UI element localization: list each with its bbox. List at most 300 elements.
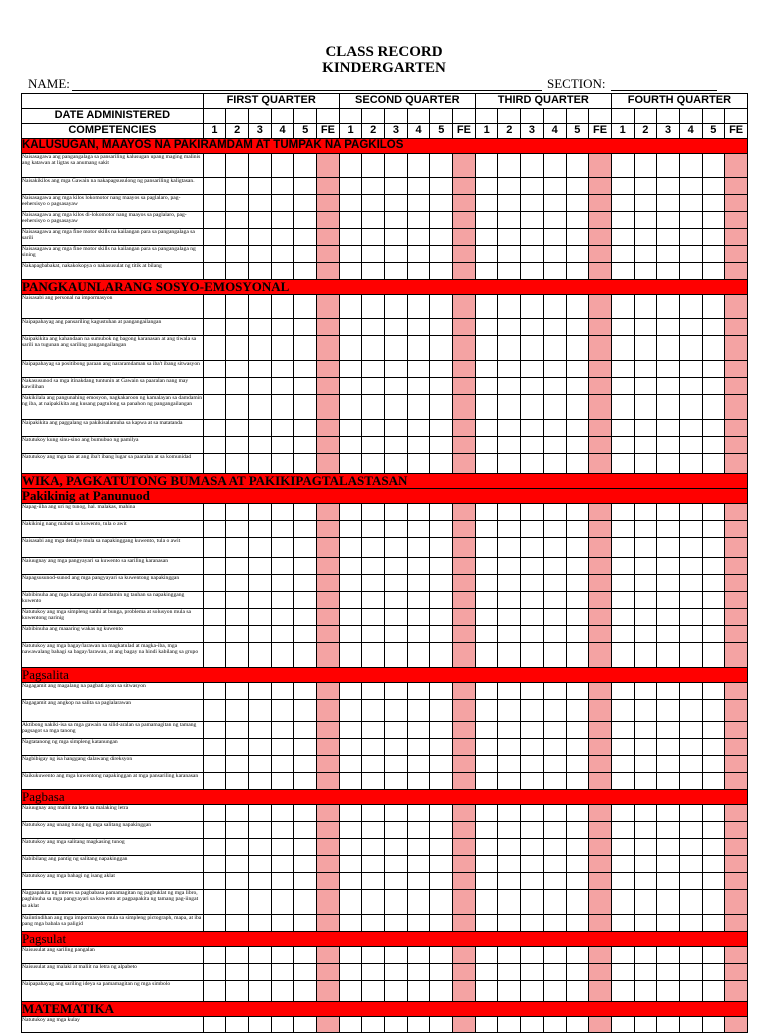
date-cell-q4-1[interactable] — [611, 109, 634, 124]
score-cell-q3-4[interactable] — [543, 295, 566, 319]
score-cell-q2-1[interactable] — [339, 558, 362, 575]
score-cell-q3-3[interactable] — [521, 856, 544, 873]
date-cell-q3-fe[interactable] — [589, 109, 612, 124]
score-cell-q3-5[interactable] — [566, 683, 589, 700]
score-cell-q4-4[interactable] — [679, 212, 702, 229]
score-cell-q3-1[interactable] — [475, 229, 498, 246]
score-cell-q1-fe[interactable] — [317, 683, 340, 700]
score-cell-q1-4[interactable] — [271, 915, 294, 932]
score-cell-q4-fe[interactable] — [725, 947, 748, 964]
score-cell-q3-3[interactable] — [521, 229, 544, 246]
score-cell-q2-3[interactable] — [385, 947, 408, 964]
score-cell-q3-5[interactable] — [566, 964, 589, 981]
score-cell-q1-3[interactable] — [249, 295, 272, 319]
score-cell-q2-5[interactable] — [430, 195, 453, 212]
score-cell-q2-3[interactable] — [385, 558, 408, 575]
score-cell-q2-4[interactable] — [407, 856, 430, 873]
score-cell-q2-5[interactable] — [430, 722, 453, 739]
score-cell-q4-1[interactable] — [611, 805, 634, 822]
score-cell-q1-3[interactable] — [249, 1017, 272, 1033]
score-cell-q4-4[interactable] — [679, 420, 702, 437]
score-cell-q3-3[interactable] — [521, 626, 544, 643]
score-cell-q2-1[interactable] — [339, 805, 362, 822]
score-cell-q3-5[interactable] — [566, 454, 589, 474]
score-cell-q2-1[interactable] — [339, 739, 362, 756]
date-cell-q1-3[interactable] — [249, 109, 272, 124]
score-cell-q3-2[interactable] — [498, 981, 521, 1002]
score-cell-q3-3[interactable] — [521, 643, 544, 668]
score-cell-q4-1[interactable] — [611, 195, 634, 212]
score-cell-q4-fe[interactable] — [725, 504, 748, 521]
score-cell-q3-1[interactable] — [475, 378, 498, 395]
score-cell-q3-3[interactable] — [521, 839, 544, 856]
score-cell-q4-1[interactable] — [611, 873, 634, 890]
score-cell-q3-4[interactable] — [543, 195, 566, 212]
score-cell-q1-5[interactable] — [294, 739, 317, 756]
score-cell-q3-2[interactable] — [498, 756, 521, 773]
score-cell-q1-3[interactable] — [249, 722, 272, 739]
score-cell-q2-4[interactable] — [407, 700, 430, 722]
score-cell-q4-fe[interactable] — [725, 839, 748, 856]
score-cell-q1-1[interactable] — [203, 575, 226, 592]
score-cell-q1-5[interactable] — [294, 964, 317, 981]
score-cell-q1-2[interactable] — [226, 575, 249, 592]
score-cell-q3-2[interactable] — [498, 246, 521, 263]
score-cell-q4-3[interactable] — [657, 420, 680, 437]
score-cell-q1-1[interactable] — [203, 700, 226, 722]
score-cell-q2-3[interactable] — [385, 964, 408, 981]
score-cell-q2-2[interactable] — [362, 538, 385, 558]
score-cell-q3-fe[interactable] — [589, 246, 612, 263]
score-cell-q2-2[interactable] — [362, 947, 385, 964]
score-cell-q4-2[interactable] — [634, 229, 657, 246]
score-cell-q4-3[interactable] — [657, 454, 680, 474]
score-cell-q3-2[interactable] — [498, 420, 521, 437]
score-cell-q3-5[interactable] — [566, 395, 589, 420]
score-cell-q3-fe[interactable] — [589, 378, 612, 395]
score-cell-q2-fe[interactable] — [453, 822, 476, 839]
score-cell-q1-1[interactable] — [203, 873, 226, 890]
score-cell-q1-4[interactable] — [271, 246, 294, 263]
score-cell-q3-1[interactable] — [475, 890, 498, 915]
score-cell-q4-1[interactable] — [611, 981, 634, 1002]
score-cell-q1-3[interactable] — [249, 154, 272, 178]
score-cell-q1-4[interactable] — [271, 890, 294, 915]
score-cell-q3-fe[interactable] — [589, 856, 612, 873]
score-cell-q3-3[interactable] — [521, 212, 544, 229]
score-cell-q2-fe[interactable] — [453, 246, 476, 263]
score-cell-q4-5[interactable] — [702, 195, 725, 212]
score-cell-q4-5[interactable] — [702, 722, 725, 739]
score-cell-q1-fe[interactable] — [317, 378, 340, 395]
score-cell-q1-4[interactable] — [271, 839, 294, 856]
score-cell-q3-fe[interactable] — [589, 420, 612, 437]
score-cell-q3-1[interactable] — [475, 700, 498, 722]
score-cell-q1-1[interactable] — [203, 822, 226, 839]
score-cell-q2-4[interactable] — [407, 437, 430, 454]
score-cell-q2-1[interactable] — [339, 504, 362, 521]
score-cell-q4-2[interactable] — [634, 361, 657, 378]
score-cell-q2-2[interactable] — [362, 873, 385, 890]
score-cell-q1-4[interactable] — [271, 756, 294, 773]
score-cell-q1-5[interactable] — [294, 154, 317, 178]
score-cell-q4-4[interactable] — [679, 756, 702, 773]
score-cell-q3-3[interactable] — [521, 295, 544, 319]
score-cell-q2-5[interactable] — [430, 558, 453, 575]
score-cell-q2-1[interactable] — [339, 154, 362, 178]
score-cell-q4-1[interactable] — [611, 454, 634, 474]
score-cell-q3-4[interactable] — [543, 773, 566, 790]
score-cell-q3-5[interactable] — [566, 361, 589, 378]
score-cell-q1-1[interactable] — [203, 626, 226, 643]
score-cell-q1-5[interactable] — [294, 437, 317, 454]
score-cell-q1-4[interactable] — [271, 873, 294, 890]
score-cell-q1-1[interactable] — [203, 947, 226, 964]
score-cell-q4-fe[interactable] — [725, 319, 748, 336]
score-cell-q3-fe[interactable] — [589, 839, 612, 856]
score-cell-q2-4[interactable] — [407, 915, 430, 932]
score-cell-q2-1[interactable] — [339, 773, 362, 790]
score-cell-q2-1[interactable] — [339, 592, 362, 609]
score-cell-q3-fe[interactable] — [589, 643, 612, 668]
score-cell-q3-4[interactable] — [543, 538, 566, 558]
score-cell-q1-3[interactable] — [249, 981, 272, 1002]
score-cell-q2-2[interactable] — [362, 263, 385, 280]
score-cell-q3-fe[interactable] — [589, 212, 612, 229]
score-cell-q4-4[interactable] — [679, 626, 702, 643]
score-cell-q3-4[interactable] — [543, 756, 566, 773]
score-cell-q4-2[interactable] — [634, 773, 657, 790]
score-cell-q3-2[interactable] — [498, 592, 521, 609]
score-cell-q1-1[interactable] — [203, 558, 226, 575]
score-cell-q2-fe[interactable] — [453, 229, 476, 246]
score-cell-q1-2[interactable] — [226, 154, 249, 178]
score-cell-q2-1[interactable] — [339, 947, 362, 964]
score-cell-q3-2[interactable] — [498, 558, 521, 575]
score-cell-q3-5[interactable] — [566, 890, 589, 915]
score-cell-q4-5[interactable] — [702, 395, 725, 420]
score-cell-q1-3[interactable] — [249, 454, 272, 474]
score-cell-q4-2[interactable] — [634, 437, 657, 454]
score-cell-q1-5[interactable] — [294, 336, 317, 361]
score-cell-q3-1[interactable] — [475, 822, 498, 839]
score-cell-q2-2[interactable] — [362, 626, 385, 643]
score-cell-q3-1[interactable] — [475, 773, 498, 790]
score-cell-q2-5[interactable] — [430, 575, 453, 592]
score-cell-q2-1[interactable] — [339, 839, 362, 856]
score-cell-q4-4[interactable] — [679, 336, 702, 361]
score-cell-q2-4[interactable] — [407, 295, 430, 319]
score-cell-q3-4[interactable] — [543, 981, 566, 1002]
score-cell-q1-3[interactable] — [249, 246, 272, 263]
score-cell-q2-5[interactable] — [430, 378, 453, 395]
score-cell-q4-2[interactable] — [634, 873, 657, 890]
score-cell-q1-4[interactable] — [271, 722, 294, 739]
score-cell-q2-2[interactable] — [362, 609, 385, 626]
score-cell-q4-1[interactable] — [611, 378, 634, 395]
score-cell-q3-fe[interactable] — [589, 295, 612, 319]
score-cell-q3-3[interactable] — [521, 822, 544, 839]
score-cell-q1-1[interactable] — [203, 915, 226, 932]
score-cell-q4-fe[interactable] — [725, 263, 748, 280]
score-cell-q3-2[interactable] — [498, 504, 521, 521]
score-cell-q3-2[interactable] — [498, 722, 521, 739]
score-cell-q2-3[interactable] — [385, 805, 408, 822]
score-cell-q4-3[interactable] — [657, 739, 680, 756]
score-cell-q4-5[interactable] — [702, 575, 725, 592]
score-cell-q2-5[interactable] — [430, 1017, 453, 1033]
score-cell-q1-1[interactable] — [203, 263, 226, 280]
score-cell-q1-1[interactable] — [203, 890, 226, 915]
score-cell-q3-2[interactable] — [498, 263, 521, 280]
score-cell-q3-4[interactable] — [543, 805, 566, 822]
score-cell-q2-1[interactable] — [339, 454, 362, 474]
score-cell-q3-1[interactable] — [475, 643, 498, 668]
score-cell-q4-fe[interactable] — [725, 722, 748, 739]
score-cell-q2-2[interactable] — [362, 395, 385, 420]
score-cell-q2-4[interactable] — [407, 378, 430, 395]
score-cell-q3-fe[interactable] — [589, 319, 612, 336]
score-cell-q1-3[interactable] — [249, 822, 272, 839]
score-cell-q2-1[interactable] — [339, 295, 362, 319]
score-cell-q1-1[interactable] — [203, 395, 226, 420]
score-cell-q3-5[interactable] — [566, 592, 589, 609]
score-cell-q1-5[interactable] — [294, 756, 317, 773]
score-cell-q1-fe[interactable] — [317, 822, 340, 839]
score-cell-q2-fe[interactable] — [453, 558, 476, 575]
score-cell-q1-2[interactable] — [226, 454, 249, 474]
score-cell-q2-3[interactable] — [385, 521, 408, 538]
score-cell-q4-2[interactable] — [634, 890, 657, 915]
score-cell-q1-5[interactable] — [294, 981, 317, 1002]
score-cell-q4-3[interactable] — [657, 178, 680, 195]
score-cell-q3-3[interactable] — [521, 378, 544, 395]
score-cell-q2-4[interactable] — [407, 626, 430, 643]
score-cell-q2-3[interactable] — [385, 873, 408, 890]
score-cell-q3-3[interactable] — [521, 195, 544, 212]
score-cell-q3-fe[interactable] — [589, 1017, 612, 1033]
score-cell-q2-4[interactable] — [407, 773, 430, 790]
score-cell-q3-1[interactable] — [475, 246, 498, 263]
score-cell-q3-5[interactable] — [566, 839, 589, 856]
score-cell-q3-2[interactable] — [498, 964, 521, 981]
score-cell-q4-fe[interactable] — [725, 643, 748, 668]
score-cell-q2-2[interactable] — [362, 437, 385, 454]
score-cell-q3-4[interactable] — [543, 947, 566, 964]
score-cell-q4-4[interactable] — [679, 700, 702, 722]
score-cell-q1-4[interactable] — [271, 336, 294, 361]
score-cell-q4-4[interactable] — [679, 839, 702, 856]
score-cell-q3-5[interactable] — [566, 1017, 589, 1033]
score-cell-q4-2[interactable] — [634, 454, 657, 474]
score-cell-q4-5[interactable] — [702, 964, 725, 981]
score-cell-q3-4[interactable] — [543, 915, 566, 932]
score-cell-q2-4[interactable] — [407, 178, 430, 195]
score-cell-q3-3[interactable] — [521, 981, 544, 1002]
score-cell-q2-5[interactable] — [430, 437, 453, 454]
score-cell-q3-4[interactable] — [543, 626, 566, 643]
score-cell-q4-4[interactable] — [679, 319, 702, 336]
score-cell-q3-5[interactable] — [566, 521, 589, 538]
score-cell-q4-3[interactable] — [657, 609, 680, 626]
score-cell-q1-3[interactable] — [249, 805, 272, 822]
score-cell-q4-5[interactable] — [702, 538, 725, 558]
score-cell-q4-3[interactable] — [657, 195, 680, 212]
score-cell-q2-5[interactable] — [430, 822, 453, 839]
score-cell-q1-5[interactable] — [294, 212, 317, 229]
score-cell-q2-2[interactable] — [362, 722, 385, 739]
score-cell-q3-fe[interactable] — [589, 395, 612, 420]
score-cell-q3-4[interactable] — [543, 822, 566, 839]
score-cell-q4-5[interactable] — [702, 420, 725, 437]
score-cell-q1-5[interactable] — [294, 947, 317, 964]
score-cell-q4-1[interactable] — [611, 154, 634, 178]
score-cell-q2-3[interactable] — [385, 246, 408, 263]
score-cell-q3-2[interactable] — [498, 521, 521, 538]
name-field[interactable] — [72, 90, 542, 91]
score-cell-q3-fe[interactable] — [589, 263, 612, 280]
score-cell-q4-5[interactable] — [702, 154, 725, 178]
score-cell-q1-5[interactable] — [294, 890, 317, 915]
score-cell-q1-5[interactable] — [294, 558, 317, 575]
score-cell-q1-5[interactable] — [294, 626, 317, 643]
score-cell-q1-2[interactable] — [226, 538, 249, 558]
score-cell-q2-4[interactable] — [407, 154, 430, 178]
score-cell-q3-5[interactable] — [566, 263, 589, 280]
score-cell-q2-1[interactable] — [339, 981, 362, 1002]
score-cell-q2-fe[interactable] — [453, 756, 476, 773]
score-cell-q4-5[interactable] — [702, 229, 725, 246]
score-cell-q3-5[interactable] — [566, 609, 589, 626]
score-cell-q1-2[interactable] — [226, 643, 249, 668]
score-cell-q3-fe[interactable] — [589, 722, 612, 739]
score-cell-q4-4[interactable] — [679, 454, 702, 474]
score-cell-q4-3[interactable] — [657, 361, 680, 378]
score-cell-q4-1[interactable] — [611, 683, 634, 700]
score-cell-q2-1[interactable] — [339, 1017, 362, 1033]
score-cell-q4-4[interactable] — [679, 981, 702, 1002]
score-cell-q4-2[interactable] — [634, 700, 657, 722]
score-cell-q4-5[interactable] — [702, 558, 725, 575]
score-cell-q2-3[interactable] — [385, 212, 408, 229]
score-cell-q4-2[interactable] — [634, 575, 657, 592]
score-cell-q4-5[interactable] — [702, 873, 725, 890]
score-cell-q2-3[interactable] — [385, 504, 408, 521]
score-cell-q4-3[interactable] — [657, 756, 680, 773]
score-cell-q4-1[interactable] — [611, 890, 634, 915]
score-cell-q2-1[interactable] — [339, 822, 362, 839]
score-cell-q2-5[interactable] — [430, 504, 453, 521]
score-cell-q1-3[interactable] — [249, 319, 272, 336]
score-cell-q1-1[interactable] — [203, 981, 226, 1002]
score-cell-q2-3[interactable] — [385, 839, 408, 856]
score-cell-q3-4[interactable] — [543, 178, 566, 195]
score-cell-q4-2[interactable] — [634, 683, 657, 700]
score-cell-q4-4[interactable] — [679, 773, 702, 790]
score-cell-q4-5[interactable] — [702, 822, 725, 839]
score-cell-q3-5[interactable] — [566, 700, 589, 722]
score-cell-q1-4[interactable] — [271, 805, 294, 822]
score-cell-q3-fe[interactable] — [589, 981, 612, 1002]
score-cell-q3-2[interactable] — [498, 229, 521, 246]
score-cell-q4-fe[interactable] — [725, 538, 748, 558]
score-cell-q3-fe[interactable] — [589, 195, 612, 212]
score-cell-q2-5[interactable] — [430, 856, 453, 873]
score-cell-q4-1[interactable] — [611, 643, 634, 668]
score-cell-q3-1[interactable] — [475, 981, 498, 1002]
score-cell-q2-5[interactable] — [430, 592, 453, 609]
score-cell-q4-3[interactable] — [657, 504, 680, 521]
score-cell-q4-1[interactable] — [611, 212, 634, 229]
score-cell-q2-4[interactable] — [407, 805, 430, 822]
score-cell-q3-3[interactable] — [521, 361, 544, 378]
score-cell-q2-fe[interactable] — [453, 263, 476, 280]
score-cell-q4-2[interactable] — [634, 319, 657, 336]
score-cell-q2-1[interactable] — [339, 626, 362, 643]
date-cell-q3-4[interactable] — [543, 109, 566, 124]
score-cell-q3-2[interactable] — [498, 319, 521, 336]
score-cell-q4-2[interactable] — [634, 756, 657, 773]
score-cell-q1-4[interactable] — [271, 538, 294, 558]
score-cell-q1-5[interactable] — [294, 263, 317, 280]
score-cell-q2-3[interactable] — [385, 915, 408, 932]
score-cell-q2-1[interactable] — [339, 756, 362, 773]
score-cell-q3-3[interactable] — [521, 915, 544, 932]
score-cell-q3-2[interactable] — [498, 154, 521, 178]
score-cell-q1-5[interactable] — [294, 722, 317, 739]
score-cell-q2-2[interactable] — [362, 981, 385, 1002]
score-cell-q1-2[interactable] — [226, 756, 249, 773]
score-cell-q2-3[interactable] — [385, 336, 408, 361]
score-cell-q3-4[interactable] — [543, 336, 566, 361]
score-cell-q2-1[interactable] — [339, 361, 362, 378]
score-cell-q1-fe[interactable] — [317, 1017, 340, 1033]
score-cell-q3-5[interactable] — [566, 437, 589, 454]
score-cell-q4-3[interactable] — [657, 1017, 680, 1033]
score-cell-q3-2[interactable] — [498, 437, 521, 454]
score-cell-q1-1[interactable] — [203, 437, 226, 454]
score-cell-q2-2[interactable] — [362, 295, 385, 319]
score-cell-q1-2[interactable] — [226, 263, 249, 280]
score-cell-q1-fe[interactable] — [317, 538, 340, 558]
score-cell-q4-fe[interactable] — [725, 229, 748, 246]
score-cell-q4-3[interactable] — [657, 558, 680, 575]
score-cell-q1-2[interactable] — [226, 504, 249, 521]
score-cell-q3-2[interactable] — [498, 395, 521, 420]
score-cell-q2-fe[interactable] — [453, 915, 476, 932]
score-cell-q3-1[interactable] — [475, 212, 498, 229]
score-cell-q3-4[interactable] — [543, 683, 566, 700]
score-cell-q2-4[interactable] — [407, 839, 430, 856]
score-cell-q3-2[interactable] — [498, 683, 521, 700]
score-cell-q4-5[interactable] — [702, 773, 725, 790]
score-cell-q4-4[interactable] — [679, 395, 702, 420]
score-cell-q1-2[interactable] — [226, 805, 249, 822]
score-cell-q1-fe[interactable] — [317, 420, 340, 437]
score-cell-q2-5[interactable] — [430, 395, 453, 420]
score-cell-q3-2[interactable] — [498, 873, 521, 890]
score-cell-q1-5[interactable] — [294, 700, 317, 722]
score-cell-q1-4[interactable] — [271, 683, 294, 700]
score-cell-q1-fe[interactable] — [317, 873, 340, 890]
score-cell-q3-2[interactable] — [498, 295, 521, 319]
score-cell-q1-fe[interactable] — [317, 964, 340, 981]
score-cell-q4-2[interactable] — [634, 246, 657, 263]
score-cell-q3-2[interactable] — [498, 538, 521, 558]
score-cell-q3-2[interactable] — [498, 378, 521, 395]
score-cell-q1-fe[interactable] — [317, 437, 340, 454]
score-cell-q1-fe[interactable] — [317, 178, 340, 195]
